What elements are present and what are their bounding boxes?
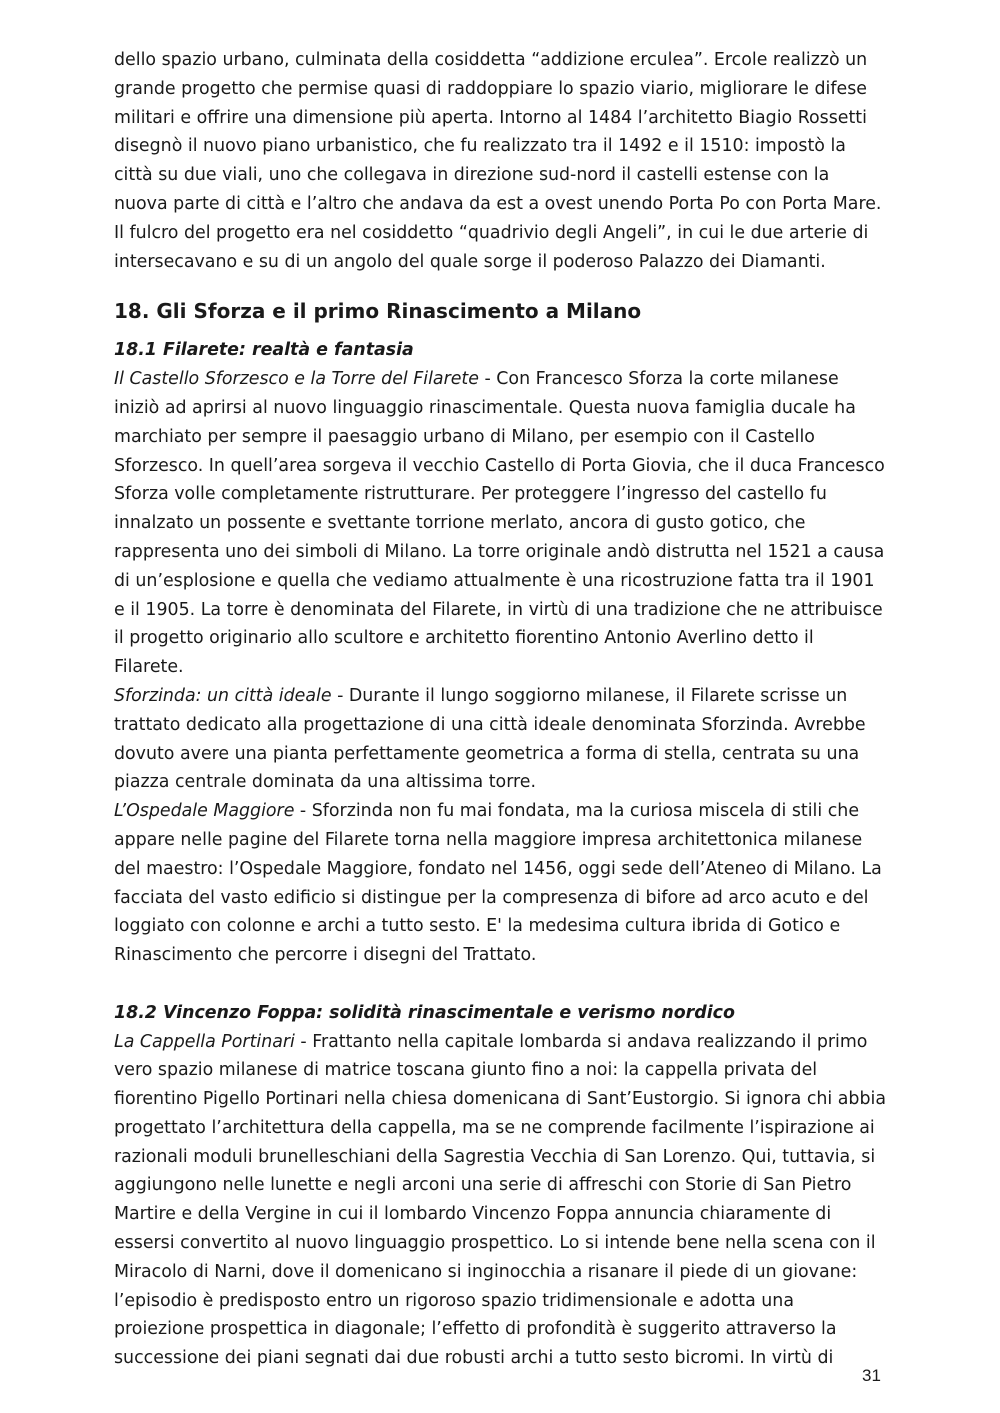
paragraph-ospedale [114,797,886,970]
intro-paragraph: dello spazio urbano, culminata della cosiddetta “addizione erculea”. Ercole realizzò un grande progetto che permise quasi di raddoppiare lo spazio viario, migliorare le difese militari e offrire una dimensione più aperta. Intorno al 1484 l’architetto Biagio Rossetti disegnò il nuovo piano urbanistico, che fu realizzato tra il 1492 e il 1510: impostò la città su due viali, uno che collegava in direzione sud-nord il castelli estense con la nuova parte di città e l’altro che andava da est a ovest unendo Porta Po con Porta Mare. Il fulcro del progetto era nel cosiddetto “quadrivio degli Angeli”, in cui le due arterie di intersecavano e su di un angolo del quale sorge il poderoso Palazzo dei Diamanti. [114,50,882,272]
section-heading: 18. Gli Sforza e il primo Rinascimento a Milano [114,299,642,324]
paragraph-text: - Frattanto nella capitale lombarda si andava realizzando il primo vero spazio milanese di matrice toscana giunto fino a noi: la cappella privata del fiorentino Pigello Portinari nella chiesa domenicana di Sant’Eustorgio. Si ignora chi abbia progettato l’architettura della cappella, ma se ne comprende facilmente l’ispirazione ai razionali moduli brunelleschiani della Sagrestia Vecchia di San Lorenzo. Qui, tuttavia, si aggiungono nelle lunette e negli arconi una serie di affreschi con Storie di San Pietro Martire e della Vergine in cui il lombardo Vincenzo Foppa annuncia chiaramente di essersi convertito al nuovo linguaggio prospettico. Lo si intende bene nella scena con il Miracolo di Narni, dove il domenicano si inginocchia a risanare il piede di un giovane: l’episodio è predisposto entro un rigoroso spazio tridimensionale e adotta una proiezione prospettica in diagonale; l’effetto di profondità è suggerito attraverso la successione dei piani segnati dai due robusti archi a tutto sesto bicromi. In virtù di [114,1031,886,1369]
subsection-heading-2: 18.2 Vincenzo Foppa: solidità rinascimentale e verismo nordico [114,1002,735,1023]
paragraph-lead: La Cappella Portinari [114,1031,295,1052]
subsection-heading-1: 18.1 Filarete: realtà e fantasia [114,340,414,361]
paragraph-lead: Il Castello Sforzesco e la Torre del Filarete [114,369,479,390]
paragraph-portinari [114,1028,886,1374]
paragraph-castello [114,365,886,682]
page-number: 31 [862,1366,881,1385]
paragraph-lead: Sforzinda: un città ideale [114,685,332,706]
paragraph-lead: L’Ospedale Maggiore [114,801,295,822]
document-page [114,46,886,1373]
paragraph-text: - Sforzinda non fu mai fondata, ma la curiosa miscela di stili che appare nelle pagine del Filarete torna nella maggiore impresa architettonica milanese del maestro: l’Ospedale Maggiore, fondato nel 1456, oggi sede dell’Ateneo di Milano. La facciata del vasto edificio si distingue per la compresenza di bifore ad arco acuto e del loggiato con colonne e archi a tutto sesto. E' la medesima cultura ibrida di Gotico e Rinascimento che percorre i disegni del Trattato. [114,801,882,966]
paragraph-sforzinda [114,682,886,797]
paragraph-text: - Con Francesco Sforza la corte milanese iniziò ad aprirsi al nuovo linguaggio rinascimentale. Questa nuova famiglia ducale ha marchiato per sempre il paesaggio urbano di Milano, per esempio con il Castello Sforzesco. In quell’area sorgeva il vecchio Castello di Porta Giovia, che il duca Francesco Sforza volle completamente ristrutturare. Per proteggere l’ingresso del castello fu innalzato un possente e svettante torrione merlato, ancora di gusto gotico, che rappresenta uno dei simboli di Milano. La torre originale andò distrutta nel 1521 a causa di un’esplosione e quella che vediamo attualmente è una ricostruzione fatta tra il 1901 e il 1905. La torre è denominata del Filarete, in virtù di una tradizione che ne attribuisce il progetto originario allo scultore e architetto fiorentino Antonio Averlino detto il Filarete. [114,369,885,678]
paragraph-text: - Durante il lungo soggiorno milanese, il Filarete scrisse un trattato dedicato alla progettazione di una città ideale denominata Sforzinda. Avrebbe dovuto avere una pianta perfettamente geometrica a forma di stella, centrata su una piazza centrale dominata da una altissima torre. [114,685,866,793]
